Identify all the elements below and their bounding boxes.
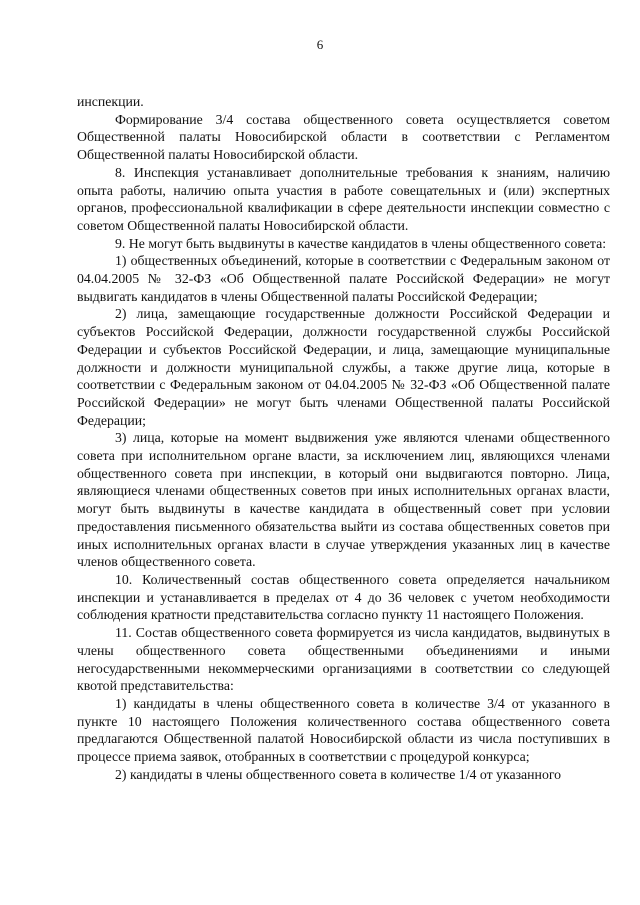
- paragraph-continuation: инспекции.: [77, 94, 144, 109]
- paragraph-item-9-sub-2: 2) лица, замещающие государственные должности Российской Федерации и субъектов Российской Федерации, должности государственной службы Российской Федерации и субъектов Российской Федерации, и лица, замещающие муниципальные должности и должности муниципальной службы, а также другие лица, которые в соответствии с Федеральным законом от 04.04.2005 № 32-ФЗ «Об Общественной палате Российской Федерации» не могут быть членами Общественной палаты Российской Федерации;: [77, 306, 610, 428]
- paragraph-formation-three-quarters: Формирование 3/4 состава общественного совета осуществляется советом Общественной палаты Новосибирской области в соответствии с Регламентом Общественной палаты Новосибирской области.: [77, 111, 610, 163]
- paragraph-item-9-sub-1: 1) общественных объединений, которые в соответствии с Федеральным законом от 04.04.2005 № 32-ФЗ «Об Общественной палате Российской Федерации» не могут выдвигать кандидатов в члены Общественной палаты Российской Федерации;: [77, 253, 610, 304]
- paragraph-item-8: 8. Инспекция устанавливает дополнительные требования к знаниям, наличию опыта работы, наличию опыта участия в работе совещательных и (или) экспертных органов, профессиональной квалификации в сфере деятельности инспекции совместно с советом Общественной палаты Новосибирской области.: [77, 164, 610, 233]
- page-number: 6: [316, 37, 324, 52]
- paragraph-item-11: 11. Состав общественного совета формируется из числа кандидатов, выдвинутых в члены общественного совета общественными объединениями и иными негосударственными некоммерческими организациями в соответствии со следующей квотой представительства:: [77, 625, 610, 694]
- paragraph-item-10: 10. Количественный состав общественного совета определяется начальником инспекции и устанавливается в пределах от 4 до 36 человек с учетом необходимости соблюдения кратности представительства согласно пункту 11 настоящего Положения.: [77, 571, 610, 623]
- paragraph-item-9-sub-3: 3) лица, которые на момент выдвижения уже являются членами общественного совета при исполнительном органе власти, за исключением лиц, являющихся членами общественного совета при инспекции, в который они выдвигаются повторно. Лица, являющиеся членами общественных советов при иных исполнительных органах власти, могут быть выдвинуты в качестве кандидата в общественный совет при условии предоставления письменного обязательства выйти из состава общественных советов при иных исполнительных органах власти в случае утверждения указанных лиц в качестве членов общественного совета.: [77, 430, 610, 570]
- paragraph-item-11-sub-1: 1) кандидаты в члены общественного совета в количестве 3/4 от указанного в пункте 10 настоящего Положения количественного состава общественного совета предлагаются Общественной палатой Новосибирской области из числа поступивших в процессе приема заявок, отобранных в соответствии с процедурой конкурса;: [77, 695, 610, 765]
- paragraph-item-9: 9. Не могут быть выдвинуты в качестве кандидатов в члены общественного совета:: [115, 235, 607, 251]
- paragraph-item-11-sub-2: 2) кандидаты в члены общественного совета в количестве 1/4 от указанного: [115, 766, 562, 782]
- document-body: [77, 93, 610, 783]
